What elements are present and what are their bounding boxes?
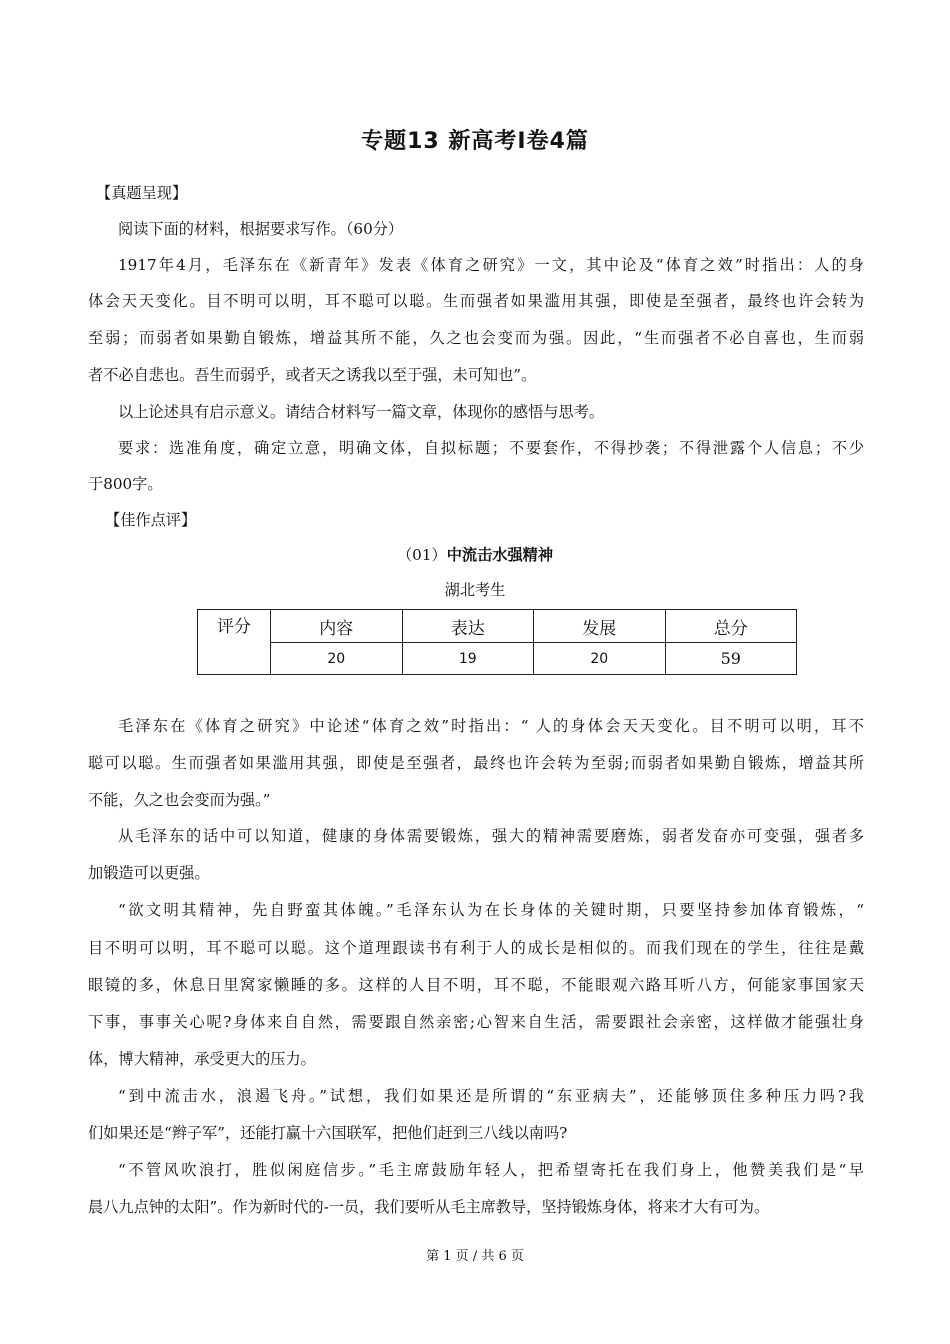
essay-line: 眼镜的多，休息日里窝家懒睡的多。这样的人目不明，耳不聪，不能眼观六路耳听八方，何能家事国家天 xyxy=(88,976,864,994)
requirement-line: 于800字。 xyxy=(88,475,163,493)
essay-line: 目不明可以明，耳不聪可以聪。这个道理跟读书有利于人的成长是相似的。而我们现在的学生，往往是戴 xyxy=(88,939,864,957)
score-value-content: 20 xyxy=(271,643,403,675)
material-line: 至弱；而弱者如果勤自锻炼，增益其所不能，久之也会变而为强。因此，“生而强者不必自喜也，生而弱 xyxy=(88,329,864,347)
essay-line: 加锻造可以更强。 xyxy=(88,864,210,882)
essay-line: 从毛泽东的话中可以知道，健康的身体需要锻炼，强大的精神需要磨炼，弱者发奋亦可变强，强者多 xyxy=(118,827,864,845)
score-header-expression: 表达 xyxy=(402,610,534,643)
essay-heading xyxy=(0,545,950,565)
essay-line: “到中流击水，浪遏飞舟。”试想，我们如果还是所谓的“东亚病夫”，还能够顶住多种压力吗?我 xyxy=(118,1087,864,1105)
essay-line: 们如果还是“辫子军”，还能打赢十六国联军，把他们赶到三八线以南吗? xyxy=(88,1124,568,1142)
section-label-real-exam: 【真题呈现】 xyxy=(96,184,188,202)
score-header-content: 内容 xyxy=(271,610,403,643)
page-footer: 第 1 页 / 共 6 页 xyxy=(426,1249,524,1264)
section-label-review: 【佳作点评】 xyxy=(105,511,197,529)
score-header-total: 总分 xyxy=(665,610,797,643)
essay-line: 下事，事事关心呢?身体来自自然，需要跟自然亲密;心智来自生活，需要跟社会亲密，这样做才能强壮身 xyxy=(88,1013,864,1031)
essay-line: 毛泽东在《体育之研究》中论述“体育之效”时指出：“ 人的身体会天天变化。目不明可以明，耳不 xyxy=(118,717,864,735)
essay-line: 晨八九点钟的太阳”。作为新时代的-一员，我们要听从毛主席教导，坚持锻炼身体，将来才大有可为。 xyxy=(88,1198,770,1216)
score-header-development: 发展 xyxy=(534,610,666,643)
material-line: 1917年4月，毛泽东在《新青年》发表《体育之研究》一文，其中论及“体育之效”时指出：人的身 xyxy=(118,256,864,274)
score-row-label: 评分 xyxy=(198,610,271,675)
score-value-expression: 19 xyxy=(402,643,534,675)
score-value-total: 59 xyxy=(665,643,797,675)
prompt-intro: 阅读下面的材料，根据要求写作。（60分） xyxy=(118,220,404,238)
essay-line: 不能，久之也会变而为强。” xyxy=(88,791,271,809)
page-title: 专题13 新高考Ⅰ卷4篇 xyxy=(361,129,589,154)
essay-title: 中流击水强精神 xyxy=(446,546,553,564)
prompt-instruction: 以上论述具有启示意义。请结合材料写一篇文章，体现你的感悟与思考。 xyxy=(118,403,604,421)
essay-line: 体，博大精神，承受更大的压力。 xyxy=(88,1050,316,1068)
essay-number: （01） xyxy=(396,546,447,564)
essay-line: “欲文明其精神，先自野蛮其体魄。”毛泽东认为在长身体的关键时期，只要坚持参加体育锻炼，“ xyxy=(118,901,864,919)
essay-line: 聪可以聪。生而强者如果滥用其强，即使是至强者，最终也许会转为至弱;而弱者如果勤自锻炼，增益其所 xyxy=(88,754,864,772)
essay-line: “不管风吹浪打，胜似闲庭信步。”毛主席鼓励年轻人，把希望寄托在我们身上，他赞美我们是“早 xyxy=(118,1161,864,1179)
material-line: 者不必自悲也。吾生而弱乎，或者天之诱我以至于强，未可知也”。 xyxy=(88,366,537,384)
material-line: 体会天天变化。目不明可以明，耳不聪可以聪。生而强者如果滥用其强，即使是至强者，最终也许会转为 xyxy=(88,292,864,310)
score-table xyxy=(197,609,797,675)
requirement-line: 要求：选准角度，确定立意，明确文体，自拟标题；不要套作，不得抄袭；不得泄露个人信息；不少 xyxy=(118,439,864,457)
essay-author: 湖北考生 xyxy=(444,581,506,599)
score-value-development: 20 xyxy=(534,643,666,675)
